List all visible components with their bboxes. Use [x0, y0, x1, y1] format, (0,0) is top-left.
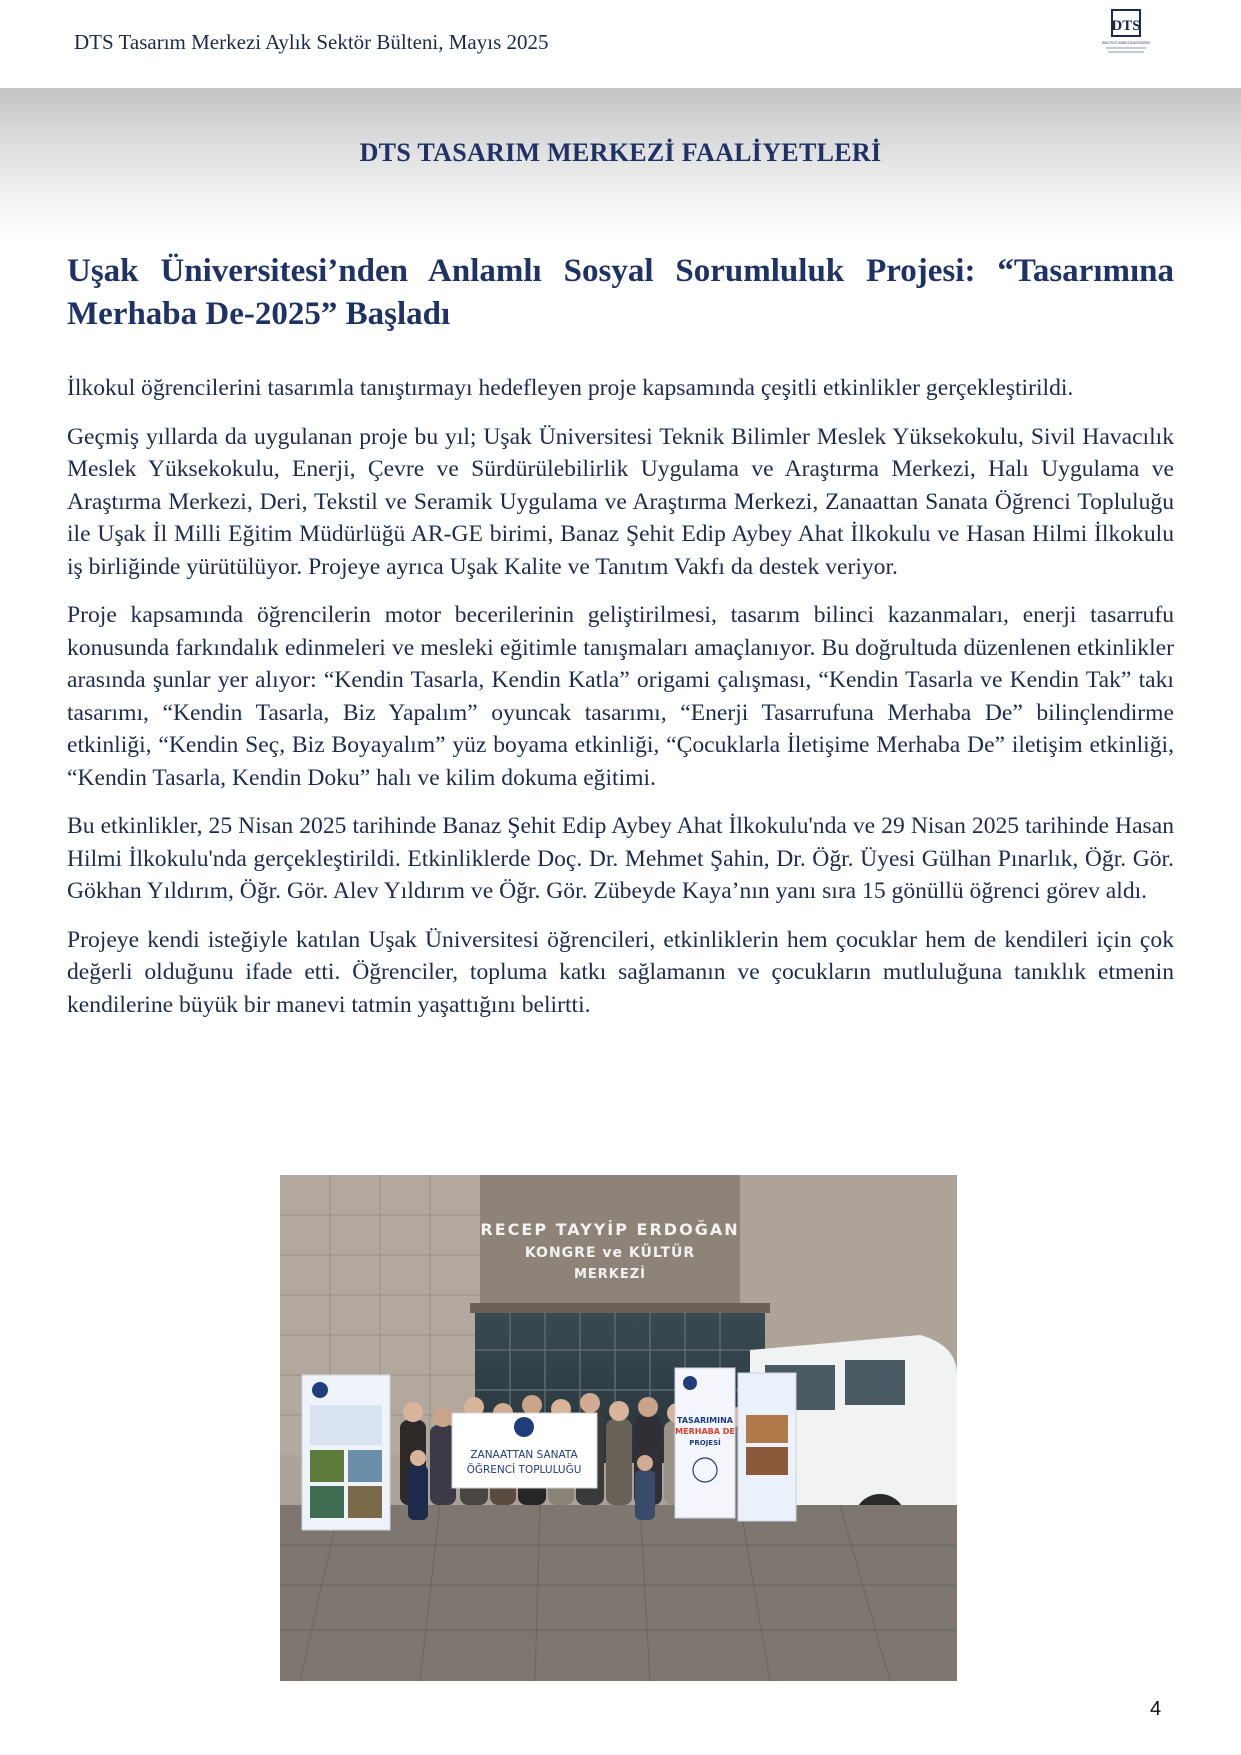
project-poster-line1: TASARIMINA [677, 1416, 733, 1425]
page-header [0, 0, 1241, 88]
logo-subtitle: DENİZLİ TEKSTİL TASARIM VE İNOVASYON MERKEZİ [1102, 40, 1150, 45]
paragraph: Projeye kendi isteğiyle katılan Uşak Üniversitesi öğrencileri, etkinliklerin hem çocuklar hem de kendileri için çok değerli olduğunu ifade etti. Öğrenciler, topluma katkı sağlamanın ve çocukların mutluluğuna tanıklık etmenin kendilerine büyük bir manevi tatmin yaşattığını belirtti. [67, 926, 1174, 1018]
project-poster-line2: MERHABA DE [675, 1427, 735, 1436]
section-title: DTS TASARIM MERKEZİ FAALİYETLERİ [359, 138, 882, 167]
page-number: 4 [1150, 1698, 1162, 1720]
dts-logo [1100, 8, 1152, 56]
club-banner-line2: ÖĞRENCİ TOPLULUĞU [466, 1464, 582, 1476]
article-title: Uşak Üniversitesi’nden Anlamlı Sosyal Sorumluluk Projesi: “Tasarımına Merhaba De-2025” Başladı [67, 253, 1174, 332]
paragraph: Geçmiş yıllarda da uygulanan proje bu yıl; Uşak Üniversitesi Teknik Bilimler Meslek Yüksekokulu, Sivil Havacılık Meslek Yüksekokulu, Enerji, Çevre ve Sürdürülebilirlik Uygulama ve Araştırma Merkezi, Halı Uygulama ve Araştırma Merkezi, Deri, Tekstil ve Seramik Uygulama ve Araştırma Merkezi, Zanaattan Sanata Öğrenci Topluluğu ile Uşak İl Milli Eğitim Müdürlüğü AR-GE birimi, Banaz Şehit Edip Aybey Ahat İlkokulu ve Hasan Hilmi İlkokulu iş birliğinde yürütülüyor. Projeye ayrıca Uşak Kalite ve Tanıtım Vakfı da destek veriyor. [67, 423, 1174, 580]
building-sign-line2: KONGRE ve KÜLTÜR [524, 1245, 696, 1261]
paragraph: İlkokul öğrencilerini tasarımla tanıştırmayı hedefleyen proje kapsamında çeşitli etkinlikler gerçekleştirildi. [67, 375, 1074, 401]
article-body [67, 372, 1174, 1037]
building-sign-line1: RECEP TAYYİP ERDOĞAN [480, 1220, 740, 1239]
bulletin-title: DTS Tasarım Merkezi Aylık Sektör Bülteni, Mayıs 2025 [74, 30, 549, 54]
project-poster-line3: PROJESİ [689, 1439, 721, 1447]
logo-text: DTS [1111, 18, 1141, 34]
club-banner-line1: ZANAATTAN SANATA [470, 1449, 578, 1461]
building-sign-line3: MERKEZİ [573, 1267, 647, 1282]
paragraph: Bu etkinlikler, 25 Nisan 2025 tarihinde Banaz Şehit Edip Aybey Ahat İlkokulu'nda ve 29 Nisan 2025 tarihinde Hasan Hilmi İlkokulu'nda gerçekleştirildi. Etkinliklerde Doç. Dr. Mehmet Şahin, Dr. Öğr. Üyesi Gülhan Pınarlık, Öğr. Gör. Gökhan Yıldırım, Öğr. Gör. Alev Yıldırım ve Öğr. Gör. Zübeyde Kaya’nın yanı sıra 15 gönüllü öğrenci görev aldı. [67, 813, 1174, 904]
paragraph: Proje kapsamında öğrencilerin motor becerilerinin geliştirilmesi, tasarım bilinci kazanmaları, enerji tasarrufu konusunda farkındalık edinmeleri ve mesleki eğitimle tanışmaları amaçlanıyor. Bu doğrultuda düzenlenen etkinlikler arasında şunlar yer alıyor: “Kendin Tasarla, Kendin Katla” origami çalışması, “Kendin Tasarla ve Kendin Tak” takı tasarımı, “Kendin Tasarla, Biz Yapalım” oyuncak tasarımı, “Enerji Tasarrufuna Merhaba De” bilinçlendirme etkinliği, “Kendin Seç, Biz Boyayalım” yüz boyama etkinliği, “Çocuklarla İletişime Merhaba De” iletişim etkinliği, “Kendin Tasarla, Kendin Doku” halı ve kilim dokuma eğitimi. [67, 602, 1174, 791]
group-photo [280, 1175, 957, 1681]
section-banner [0, 88, 1241, 243]
